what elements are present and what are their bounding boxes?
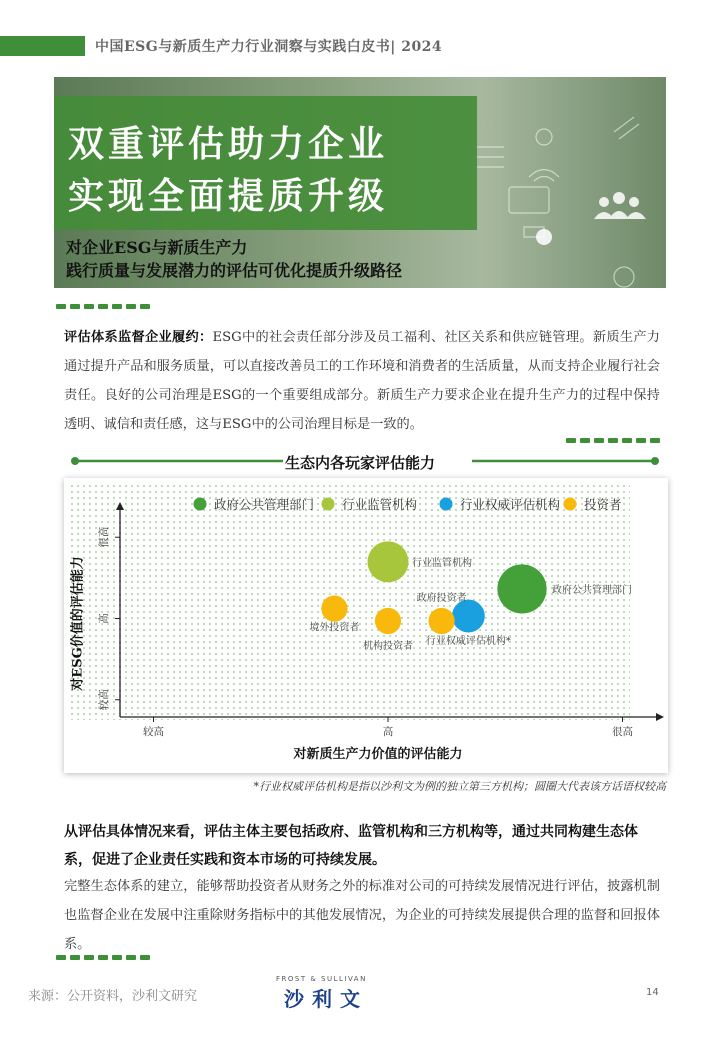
legend-label: 投资者 — [584, 497, 622, 512]
x-tick-label: 高 — [382, 726, 394, 738]
divider-dashes-1 — [56, 304, 156, 310]
bubble-chart — [64, 478, 668, 773]
bubble-label: 政府公共管理部门 — [552, 584, 632, 596]
y-axis-title: 对ESG价值的评估能力 — [70, 556, 86, 691]
bubble-label: 行业监管机构 — [412, 557, 472, 569]
x-tick-label: 较高 — [143, 726, 164, 738]
bubble-label: 境外投资者 — [309, 622, 360, 634]
source-note: 来源：公开资料，沙利文研究 — [28, 989, 198, 1004]
subhead-line-1: 对企业ESG与新质生产力 — [66, 238, 248, 257]
headline-line-2: 实现全面提质升级 — [68, 175, 389, 217]
bubble-label: 机构投资者 — [363, 640, 413, 652]
bubble-政府投资者 — [428, 608, 454, 634]
header-accent-bar — [0, 36, 85, 56]
legend-label: 行业监管机构 — [342, 497, 418, 512]
page-number: 14 — [646, 987, 659, 998]
subhead-line-2: 践行质量与发展潜力的评估可优化提质升级路径 — [66, 261, 403, 280]
bubble-境外投资者 — [321, 596, 347, 622]
bubble-机构投资者 — [375, 608, 401, 634]
paragraph-evaluation-supervision — [64, 323, 660, 439]
legend-label: 政府公共管理部门 — [214, 497, 315, 512]
report-title: 中国ESG与新质生产力行业洞察与实践白皮书| 2024 — [95, 39, 443, 55]
bubble-行业监管机构 — [368, 541, 409, 582]
x-tick-label: 很高 — [612, 726, 633, 738]
x-axis-arrow — [656, 713, 664, 721]
x-axis-title: 对新质生产力价值的评估能力 — [293, 747, 463, 762]
paragraph-text: ESG中的社会责任部分涉及员工福利、社区关系和供应链管理。新质生产力通过提升产品和服务质量，可以直接改善员工的工作环境和消费者的生活质量，从而支持企业履行社会责任。良好的公司治理是ESG的一个重要组成部分。新质生产力要求企业在提升生产力的过程中保持透明、诚信和责任感，这与ESG中的公司治理目标是一致的。 — [64, 330, 660, 432]
divider-dashes-2 — [566, 438, 666, 444]
bubble-label: 行业权威评估机构* — [425, 636, 511, 648]
paragraph-lead: 评估体系监督企业履约： — [64, 330, 213, 345]
chart-footnote: *行业权威评估机构是指以沙利文为例的独立第三方机构；圆圈大代表该方话语权较高 — [253, 780, 666, 793]
chart-legend — [194, 497, 622, 512]
bubble-行业权威评估机构 — [452, 600, 485, 633]
y-tick-label: 高 — [98, 613, 110, 624]
brand-logo-cn: 沙利文 — [284, 987, 368, 1011]
legend-label: 行业权威评估机构 — [460, 497, 561, 512]
headline-line-1: 双重评估助力企业 — [68, 123, 389, 165]
bubble-政府公共管理部门 — [497, 564, 546, 613]
divider-dashes-3 — [56, 955, 156, 961]
y-tick-label: 较高 — [98, 689, 110, 711]
legend-marker — [194, 498, 207, 511]
legend-marker — [564, 498, 577, 511]
bubble-label: 政府投资者 — [416, 592, 467, 604]
legend-marker — [322, 498, 335, 511]
y-tick-label: 很高 — [98, 526, 110, 548]
paragraph-ecosystem: 完整生态体系的建立，能够帮助投资者从财务之外的标准对公司的可持续发展情况进行评估，披露机制也监督企业在发展中注重除财务指标中的其他发展情况，为企业的可持续发展提供合理的监督和回报体系。 — [64, 879, 660, 952]
chart-title: 生态内各玩家评估能力 — [284, 454, 435, 472]
paragraph-eval-summary: 从评估具体情况来看，评估主体主要包括政府、监管机构和三方机构等，通过共同构建生态体系，促进了企业责任实践和资本市场的可持续发展。 — [64, 824, 638, 868]
legend-marker — [440, 498, 453, 511]
brand-logo-en: FROST & SULLIVAN — [276, 975, 367, 983]
plot-area-fill — [68, 482, 630, 720]
